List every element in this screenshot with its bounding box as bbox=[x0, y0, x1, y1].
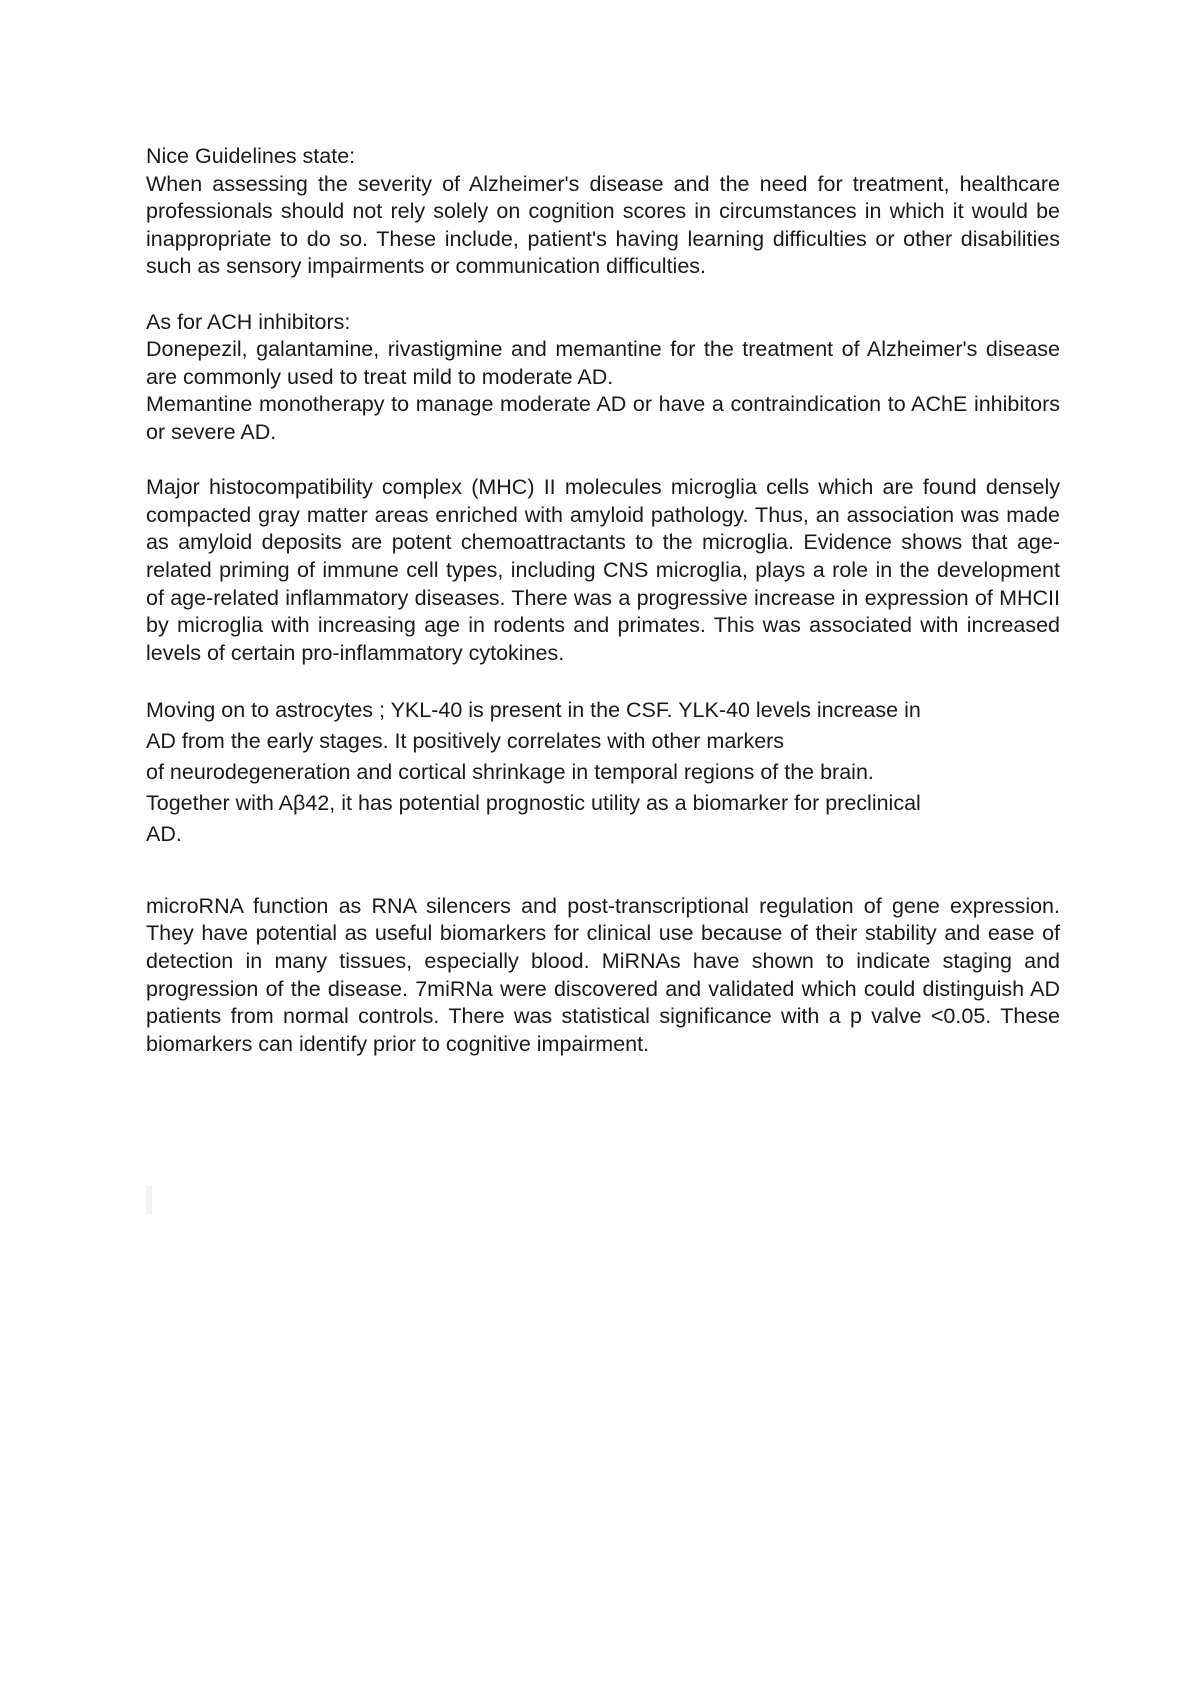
paragraph-spacer bbox=[146, 850, 1060, 893]
paragraph-spacer bbox=[146, 281, 1060, 309]
microrna-section bbox=[146, 893, 1060, 1059]
mhc-paragraph: Major histocompatibility complex (MHC) II molecules microglia cells which are found densely compacted gray matter areas enriched with amyloid pathology. Thus, an association was made as amyloid deposits are potent chemoattractants to the microglia. Evidence shows that age-related priming of immune cell types, including CNS microglia, plays a role in the development of age-related inflammatory diseases. There was a progressive increase in expression of MHCII by microglia with increasing age in rodents and primates. This was associated with increased levels of certain pro-inflammatory cytokines. bbox=[146, 475, 1060, 665]
document-body bbox=[146, 143, 1060, 1058]
nice-guidelines-paragraph: When assessing the severity of Alzheimer's disease and the need for treatment, healthcare professionals should not rely solely on cognition scores in circumstances in which it would be inappropriate to do so. These include, patient's having learning difficulties or other disabilities such as sensory impairments or communication difficulties. bbox=[146, 171, 1060, 279]
mhc-section bbox=[146, 474, 1060, 667]
paragraph-spacer bbox=[146, 447, 1060, 475]
ach-inhibitors-heading: As for ACH inhibitors: bbox=[146, 309, 351, 334]
astrocytes-line: Together with Aβ42, it has potential prognostic utility as a biomarker for preclinical bbox=[146, 790, 921, 815]
astrocytes-section bbox=[146, 695, 1060, 850]
ach-inhibitors-section bbox=[146, 309, 1060, 447]
ach-inhibitors-paragraph-2: Memantine monotherapy to manage moderate AD or have a contraindication to AChE inhibitors or severe AD. bbox=[146, 392, 1060, 444]
nice-guidelines-section bbox=[146, 143, 1060, 281]
ach-inhibitors-paragraph-1: Donepezil, galantamine, rivastigmine and memantine for the treatment of Alzheimer's disease are commonly used to treat mild to moderate AD. bbox=[146, 337, 1060, 389]
paragraph-spacer bbox=[146, 667, 1060, 695]
nice-guidelines-heading: Nice Guidelines state: bbox=[146, 144, 356, 168]
text-cursor-mark bbox=[146, 1186, 152, 1214]
astrocytes-line: AD. bbox=[146, 821, 182, 846]
astrocytes-line: Moving on to astrocytes ; YKL-40 is present in the CSF. YLK-40 levels increase in bbox=[146, 697, 921, 722]
astrocytes-line: of neurodegeneration and cortical shrinkage in temporal regions of the brain. bbox=[146, 759, 874, 784]
astrocytes-line: AD from the early stages. It positively correlates with other markers bbox=[146, 728, 785, 753]
microrna-paragraph: microRNA function as RNA silencers and post-transcriptional regulation of gene expression. They have potential as useful biomarkers for clinical use because of their stability and ease of detection in many tissues, especially blood. MiRNAs have shown to indicate staging and progression of the disease. 7miRNa were discovered and validated which could distinguish AD patients from normal controls. There was statistical significance with a p valve <0.05. These biomarkers can identify prior to cognitive impairment. bbox=[146, 893, 1060, 1056]
